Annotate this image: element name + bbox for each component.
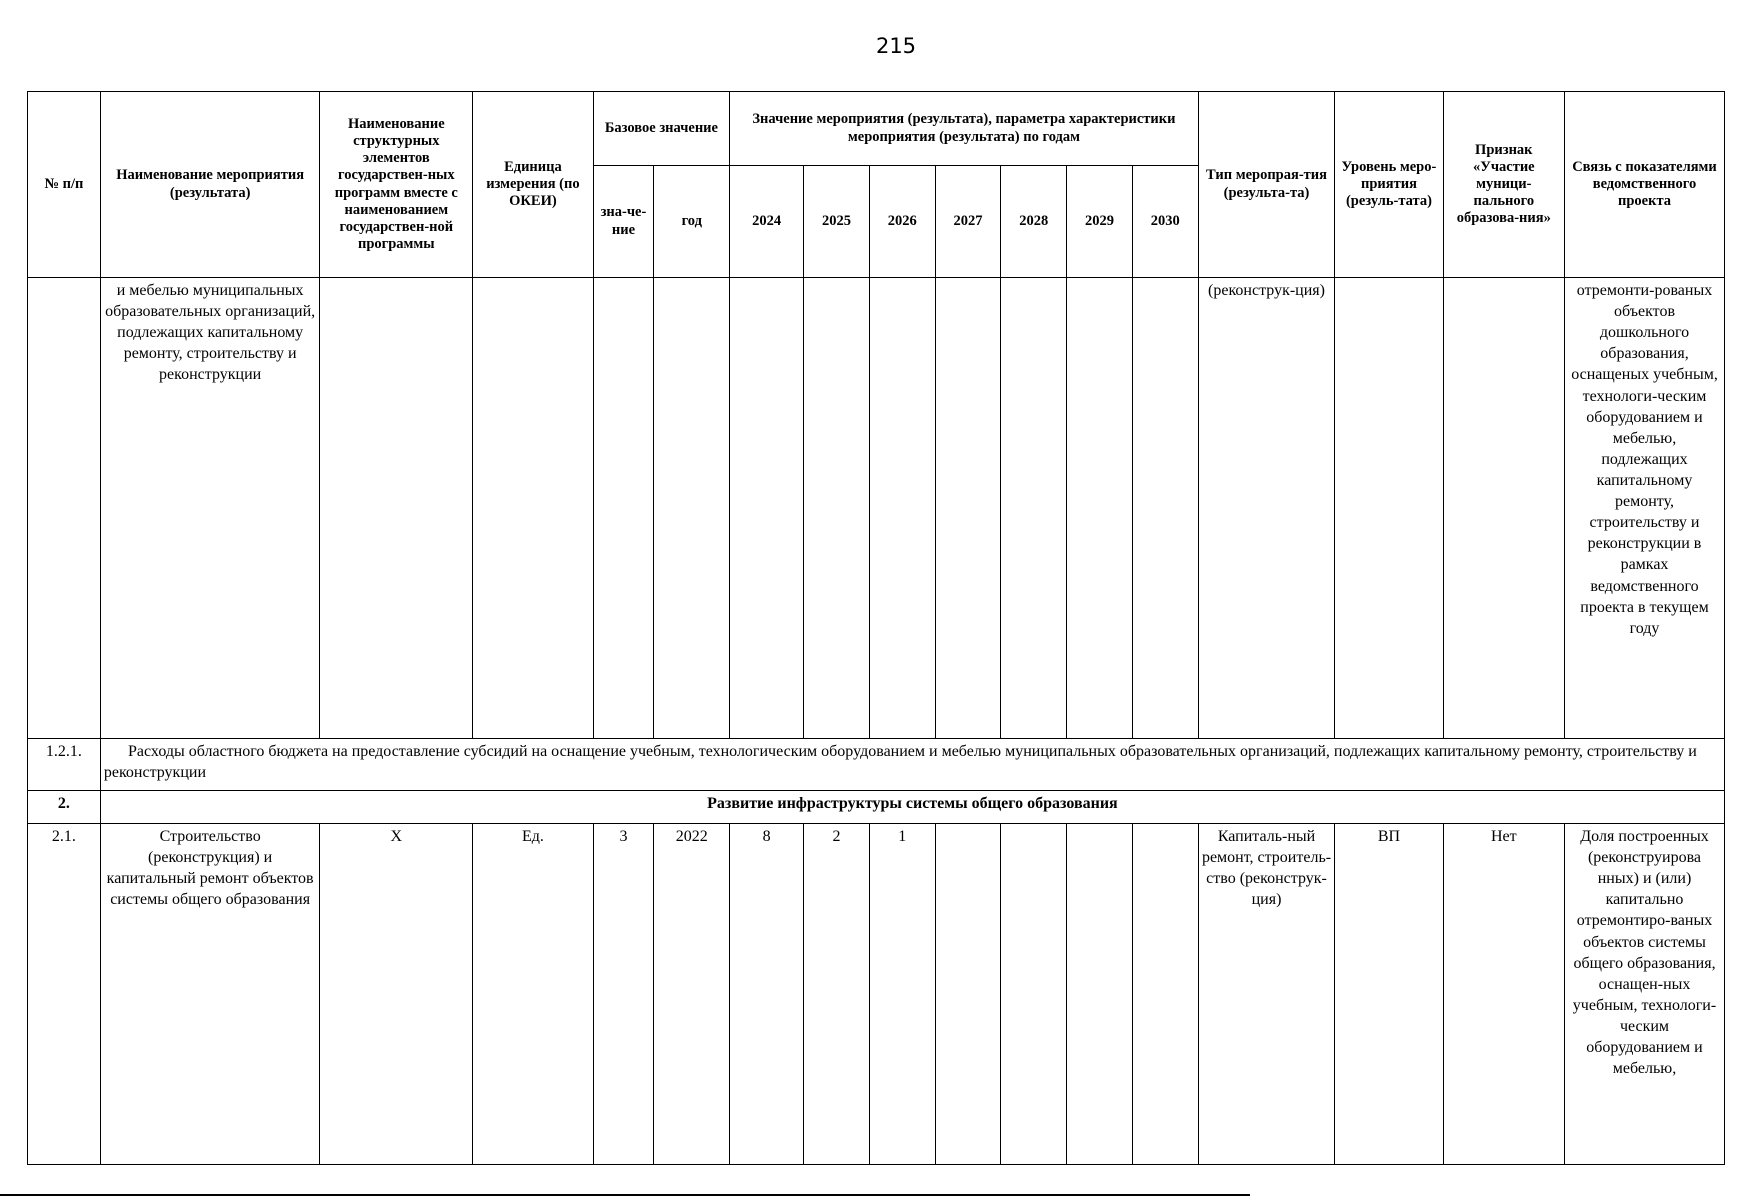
header-link-to-indicators: Связь с показателями ведомственного проекта xyxy=(1565,92,1725,278)
page-number: 215 xyxy=(875,34,917,58)
cell-measure-name: Строительство (реконструкция) и капитальный ремонт объектов системы общего образования xyxy=(100,824,320,1165)
cell-2024 xyxy=(730,278,804,739)
cell-measure-type: (реконструк-ция) xyxy=(1198,278,1335,739)
header-values-by-year: Значение мероприятия (результата), параметра характеристики мероприятия (результата) по годам xyxy=(730,92,1199,166)
header-measure-name: Наименование мероприятия (результата) xyxy=(100,92,320,278)
footer-rule xyxy=(0,1194,1250,1196)
cell-link-to-indicators: Доля построенных (реконструирова нных) и (или) капитально отремонтиро-ваных объектов системы общего образования, оснащен-ных учебным, технологи-ческим оборудованием и мебелью, xyxy=(1565,824,1725,1165)
header-measure-level: Уровень меро-приятия (резуль-тата) xyxy=(1335,92,1443,278)
header-structural-elements: Наименование структурных элементов государствен-ных программ вместе с наименованием государствен-ной программы xyxy=(320,92,473,278)
section-title: Развитие инфраструктуры системы общего образования xyxy=(100,791,1724,824)
cell-2025 xyxy=(804,278,870,739)
cell-2030 xyxy=(1132,824,1198,1165)
cell-municipal-participation: Нет xyxy=(1443,824,1564,1165)
cell-2026 xyxy=(869,278,935,739)
cell-municipal-participation xyxy=(1443,278,1564,739)
measures-table xyxy=(27,91,1725,1165)
cell-num: 1.2.1. xyxy=(28,739,101,791)
cell-2025: 2 xyxy=(804,824,870,1165)
table-row-section-2 xyxy=(28,791,1725,824)
cell-2029 xyxy=(1067,278,1133,739)
header-base-value: Базовое значение xyxy=(593,92,730,166)
cell-measure-level: ВП xyxy=(1335,824,1443,1165)
cell-structural-elements xyxy=(320,278,473,739)
header-year-2025: 2025 xyxy=(804,166,870,278)
header-year-2029: 2029 xyxy=(1067,166,1133,278)
cell-base-number xyxy=(593,278,654,739)
cell-unit: Ед. xyxy=(473,824,593,1165)
header-year-2028: 2028 xyxy=(1001,166,1067,278)
table-row-continuation xyxy=(28,278,1725,739)
header-municipal-participation: Признак «Участие муници-пального образова-ния» xyxy=(1443,92,1564,278)
cell-measure-type: Капиталь-ный ремонт, строитель-ство (реконструк-ция) xyxy=(1198,824,1335,1165)
header-unit: Единица измерения (по ОКЕИ) xyxy=(473,92,593,278)
cell-unit xyxy=(473,278,593,739)
cell-2030 xyxy=(1132,278,1198,739)
cell-num xyxy=(28,278,101,739)
header-year-2027: 2027 xyxy=(935,166,1001,278)
cell-2028 xyxy=(1001,278,1067,739)
header-num: № п/п xyxy=(28,92,101,278)
header-measure-type: Тип меропрая-тия (результа-та) xyxy=(1198,92,1335,278)
header-base-year: год xyxy=(654,166,730,278)
cell-num: 2.1. xyxy=(28,824,101,1165)
cell-structural-elements: Х xyxy=(320,824,473,1165)
table-row-1-2-1 xyxy=(28,739,1725,791)
cell-measure-level xyxy=(1335,278,1443,739)
header-row-1 xyxy=(28,92,1725,166)
header-year-2026: 2026 xyxy=(869,166,935,278)
cell-2029 xyxy=(1067,824,1133,1165)
header-year-2030: 2030 xyxy=(1132,166,1198,278)
cell-expense-description: Расходы областного бюджета на предоставление субсидий на оснащение учебным, технологическим оборудованием и мебелью муниципальных образовательных организаций, подлежащих капитальному ремонту, строительству и реконструкции xyxy=(100,739,1724,791)
cell-2027 xyxy=(935,278,1001,739)
table-row-2-1 xyxy=(28,824,1725,1165)
cell-2028 xyxy=(1001,824,1067,1165)
cell-base-year: 2022 xyxy=(654,824,730,1165)
cell-num: 2. xyxy=(28,791,101,824)
cell-link-to-indicators: отремонти-рованых объектов дошкольного образования, оснащеных учебным, технологи-ческим оборудованием и мебелью, подлежащих капитальному ремонту, строительству и реконструкции в рамках ведомственного проекта в текущем году xyxy=(1565,278,1725,739)
header-year-2024: 2024 xyxy=(730,166,804,278)
cell-2024: 8 xyxy=(730,824,804,1165)
cell-base-number: 3 xyxy=(593,824,654,1165)
cell-base-year xyxy=(654,278,730,739)
header-base-number: зна-че-ние xyxy=(593,166,654,278)
cell-2026: 1 xyxy=(869,824,935,1165)
cell-measure-name: и мебелью муниципальных образовательных организаций, подлежащих капитальному ремонту, строительству и реконструкции xyxy=(100,278,320,739)
cell-2027 xyxy=(935,824,1001,1165)
